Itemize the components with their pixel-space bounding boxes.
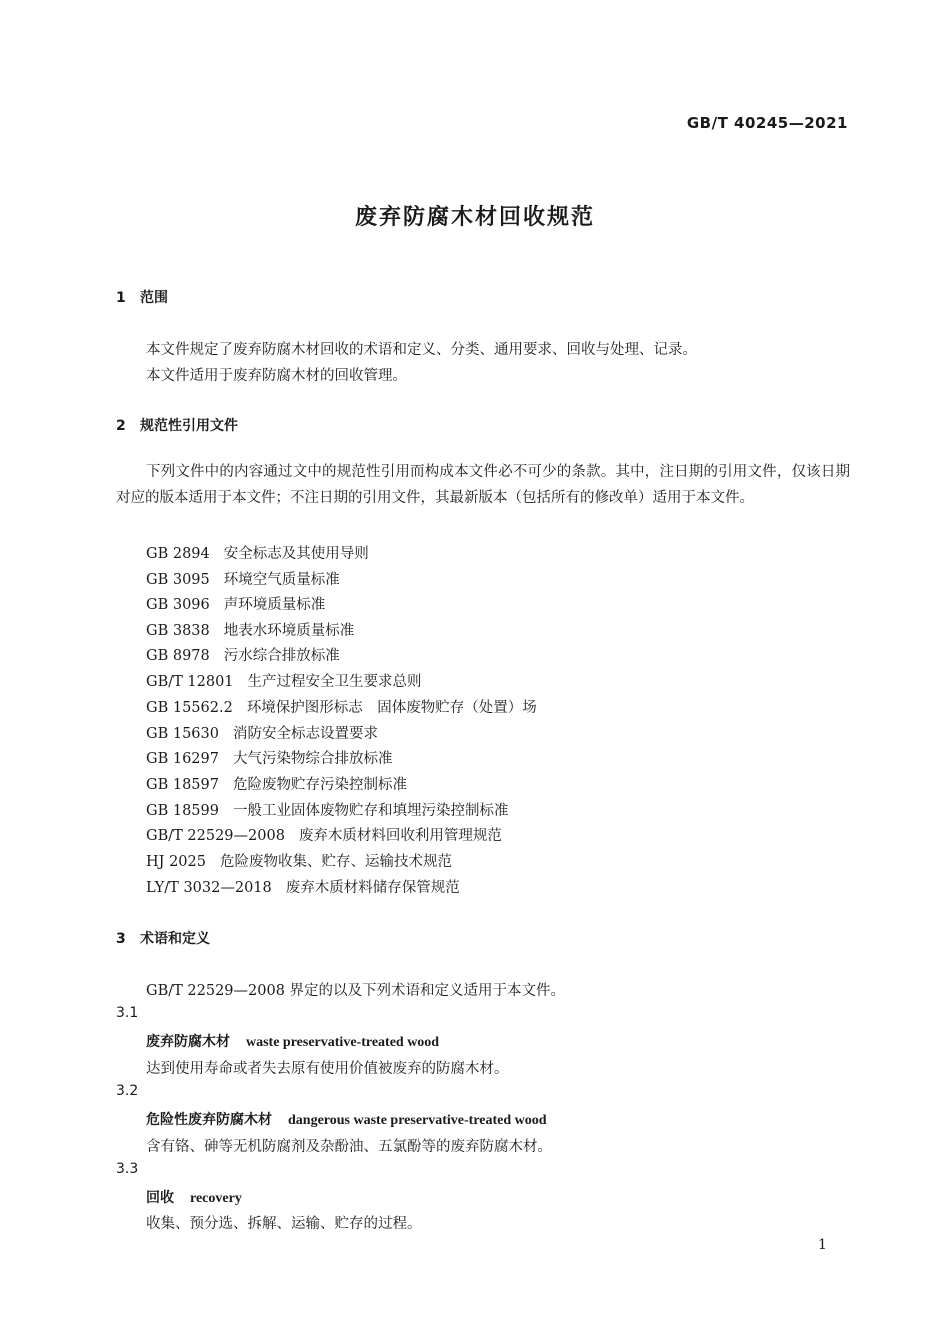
paragraph: 本文件规定了废弃防腐木材回收的术语和定义、分类、通用要求、回收与处理、记录。 — [146, 342, 697, 358]
reference-title: 大气污染物综合排放标准 — [232, 751, 393, 767]
term-zh: 废弃防腐木材 — [146, 1034, 230, 1050]
term-definition: 含有铬、砷等无机防腐剂及杂酚油、五氯酚等的废弃防腐木材。 — [146, 1139, 552, 1155]
section-title: 范围 — [140, 290, 168, 306]
reference-title: 危险废物收集、贮存、运输技术规范 — [219, 854, 452, 870]
reference-code: GB/T 12801 — [146, 674, 234, 690]
reference-title: 生产过程安全卫生要求总则 — [247, 674, 422, 690]
page-number: 1 — [818, 1237, 827, 1253]
term-number: 3.3 — [116, 1161, 139, 1177]
term-en: waste preservative-treated wood — [246, 1035, 440, 1050]
reference-code: GB/T 22529—2008 — [146, 828, 285, 844]
section-number: 2 — [116, 418, 126, 434]
term-heading — [146, 1031, 439, 1051]
paragraph: 本文件适用于废弃防腐木材的回收管理。 — [146, 368, 407, 384]
reference-title: 环境保护图形标志 固体废物贮存（处置）场 — [246, 700, 537, 716]
reference-item — [146, 850, 452, 871]
reference-code: GB 3095 — [146, 572, 210, 588]
reference-item — [146, 773, 407, 794]
term-zh: 危险性废弃防腐木材 — [146, 1112, 272, 1128]
reference-code: GB 15562.2 — [146, 700, 233, 716]
reference-item — [146, 799, 508, 820]
section-heading-normative-references — [116, 415, 238, 435]
reference-code: GB 18599 — [146, 803, 219, 819]
section-title: 术语和定义 — [140, 931, 210, 947]
reference-item — [146, 722, 378, 743]
term-number: 3.1 — [116, 1005, 139, 1021]
reference-code: GB 8978 — [146, 648, 210, 664]
reference-code: GB 3838 — [146, 623, 210, 639]
section-heading-scope — [116, 287, 168, 307]
reference-item — [146, 542, 369, 563]
reference-title: 废弃木质材料储存保管规范 — [285, 880, 460, 896]
reference-item — [146, 644, 340, 665]
reference-code: GB 16297 — [146, 751, 219, 767]
section-title: 规范性引用文件 — [140, 418, 238, 434]
reference-title: 安全标志及其使用导则 — [223, 546, 369, 562]
reference-code: GB 18597 — [146, 777, 219, 793]
reference-title: 一般工业固体废物贮存和填埋污染控制标准 — [232, 803, 509, 819]
standard-code: GB/T 40245—2021 — [686, 114, 848, 132]
reference-item — [146, 747, 392, 768]
term-definition: 收集、预分选、拆解、运输、贮存的过程。 — [146, 1216, 422, 1232]
reference-item — [146, 876, 460, 897]
reference-item — [146, 593, 325, 614]
reference-title: 声环境质量标准 — [223, 597, 326, 613]
term-heading — [146, 1187, 242, 1207]
term-definition: 达到使用寿命或者失去原有使用价值被废弃的防腐木材。 — [146, 1061, 509, 1077]
reference-code: HJ 2025 — [146, 854, 206, 870]
reference-title: 消防安全标志设置要求 — [232, 726, 378, 742]
paragraph-intro: GB/T 22529—2008 界定的以及下列术语和定义适用于本文件。 — [146, 983, 566, 999]
paragraph-intro: 下列文件中的内容通过文中的规范性引用而构成本文件必不可少的条款。其中，注日期的引用文件，仅该日期对应的版本适用于本文件；不注日期的引用文件，其最新版本（包括所有的修改单）适用于本文件。 — [116, 464, 850, 506]
reference-title: 危险废物贮存污染控制标准 — [232, 777, 407, 793]
reference-code: LY/T 3032—2018 — [146, 880, 272, 896]
reference-item — [146, 670, 422, 691]
term-number: 3.2 — [116, 1083, 139, 1099]
reference-title: 地表水环境质量标准 — [223, 623, 355, 639]
reference-item — [146, 696, 537, 717]
reference-code: GB 15630 — [146, 726, 219, 742]
reference-code: GB 3096 — [146, 597, 210, 613]
reference-item — [146, 568, 340, 589]
document-title: 废弃防腐木材回收规范 — [354, 205, 595, 230]
term-heading — [146, 1109, 547, 1129]
term-en: dangerous waste preservative-treated wood — [288, 1113, 547, 1128]
section-number: 3 — [116, 931, 126, 947]
reference-item — [146, 619, 354, 640]
reference-title: 环境空气质量标准 — [223, 572, 340, 588]
section-number: 1 — [116, 290, 126, 306]
term-zh: 回收 — [146, 1190, 174, 1206]
reference-title: 污水综合排放标准 — [223, 648, 340, 664]
reference-item — [146, 824, 502, 845]
reference-title: 废弃木质材料回收利用管理规范 — [298, 828, 502, 844]
section-heading-terms — [116, 928, 210, 948]
term-en: recovery — [190, 1191, 242, 1206]
reference-code: GB 2894 — [146, 546, 210, 562]
